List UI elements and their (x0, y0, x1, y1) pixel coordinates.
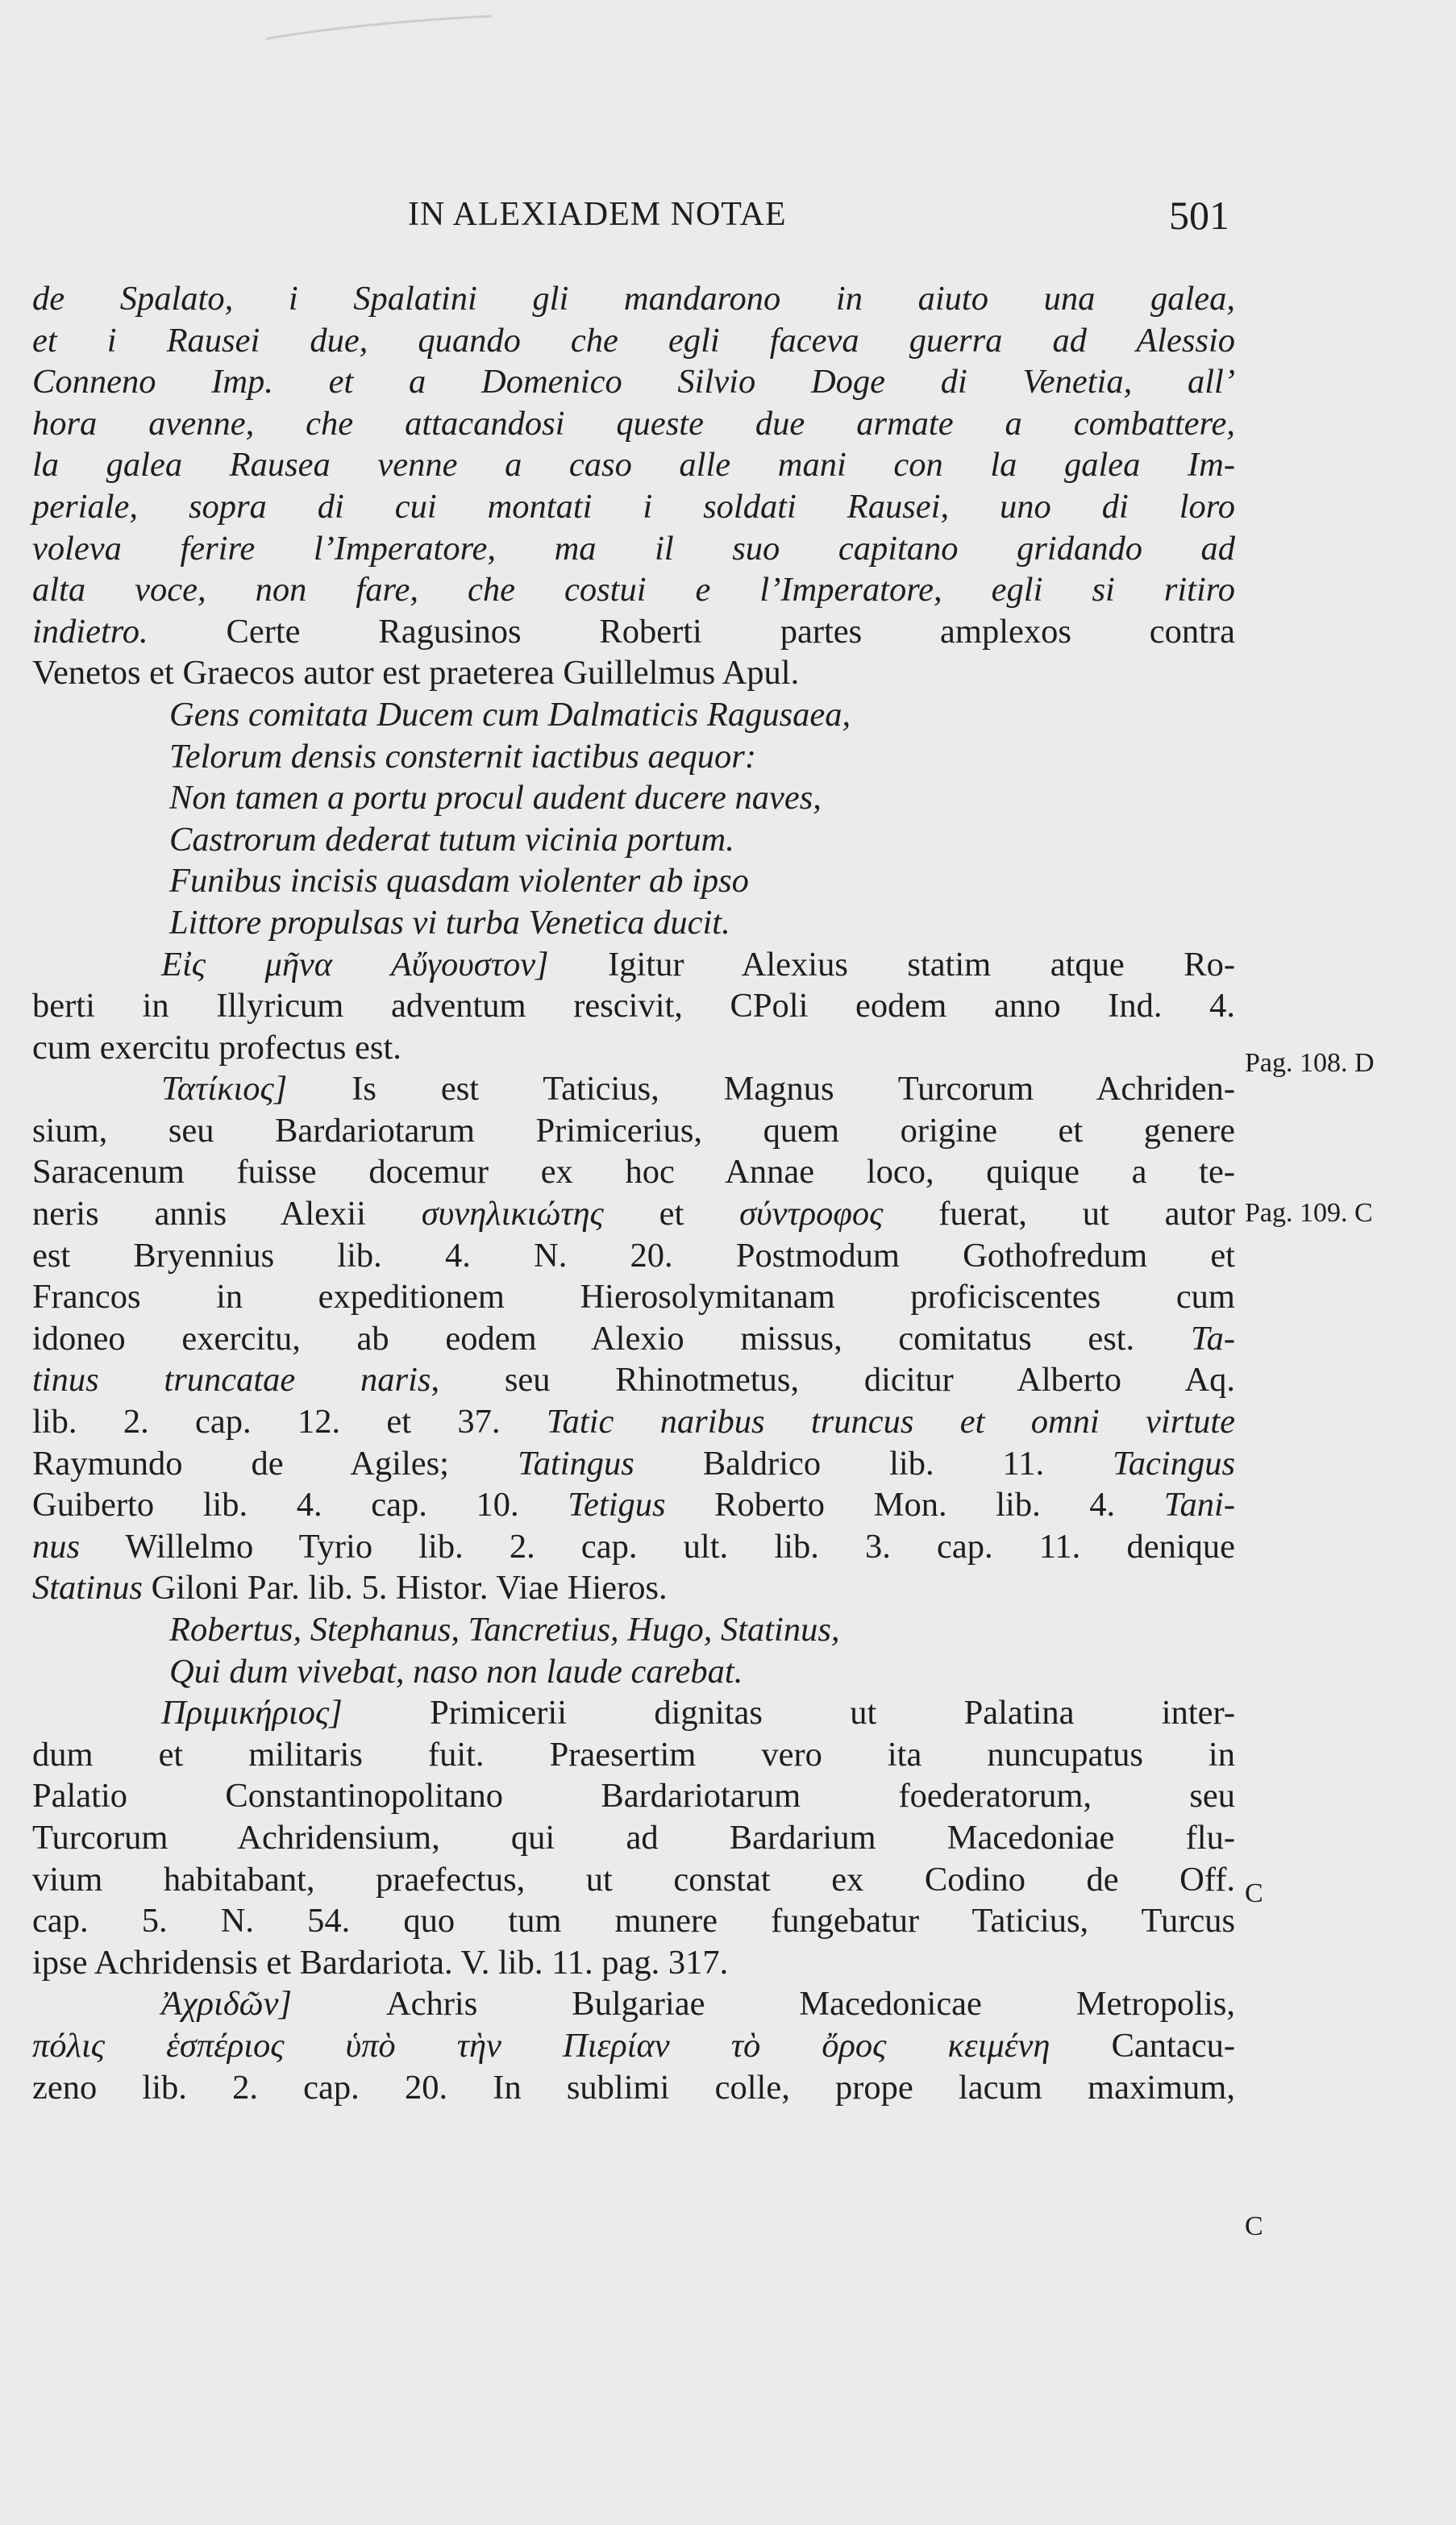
text-run: Roberto Mon. lib. 4. (665, 1486, 1164, 1525)
text-line: voleva ferire l’Imperatore, ma il suo capitano gridando ad (32, 529, 1235, 568)
text-run: idoneo exercitu, ab eodem Alexio missus, comitatus est. (32, 1319, 1191, 1358)
text-run: Giloni Par. lib. 5. Histor. Viae Hieros. (142, 1569, 668, 1608)
text-run: fuerat, ut autor (883, 1195, 1235, 1233)
text-run: , seu Rhinotmetus, dicitur Alberto Aq. (431, 1361, 1235, 1400)
text-line: la galea Rausea venne a caso alle mani con la galea Im- (32, 446, 1235, 485)
text-line: periale, sopra di cui montati i soldati Rausei, uno di loro (32, 487, 1235, 526)
text-line (32, 611, 1235, 653)
running-head (0, 192, 1456, 240)
verse-line: Castrorum dederat tutum vicinia portum. (169, 820, 734, 859)
italic-run: Tatic naribus truncus et omni virtute (546, 1403, 1235, 1441)
text-line: alta voce, non fare, che costui e l’Imperatore, egli si ritiro (32, 571, 1235, 609)
italic-run: indietro. (32, 612, 148, 651)
lemma: Τατίκιος] (161, 1070, 288, 1109)
greek-run: σύντροφος (739, 1195, 884, 1233)
text-run: Achris Bulgariae Macedonicae Metropolis, (292, 1985, 1235, 2024)
text-run: Certe Ragusinos Roberti partes amplexos contra (148, 612, 1235, 651)
text-line: de Spalato, i Spalatini gli mandarono in aiuto una galea, (32, 280, 1235, 318)
text-line: hora avenne, che attacandosi queste due armate a combattere, (32, 404, 1235, 443)
text-run: et (603, 1195, 740, 1233)
text-run: Baldrico lib. 11. (634, 1444, 1113, 1483)
margin-note: C (1245, 1878, 1263, 1908)
lemma: Εἰς μῆνα Αὔγουστον] (161, 945, 549, 984)
text-line: dum et militaris fuit. Praesertim vero ita nuncupatus in (32, 1735, 1235, 1774)
text-line (32, 1359, 1235, 1401)
text-line (32, 1484, 1235, 1526)
text-line: cap. 5. N. 54. quo tum munere fungebatur Taticius, Turcus (32, 1902, 1235, 1941)
verse-line: Robertus, Stephanus, Tancretius, Hugo, Statinus, (169, 1611, 840, 1649)
verse-line: Telorum densis consternit iactibus aequor: (169, 737, 756, 776)
margin-note: C (1245, 2211, 1263, 2241)
italic-run: Tetigus (568, 1486, 666, 1525)
text-line (32, 1692, 1235, 1734)
margin-note: Pag. 108. D (1245, 1048, 1375, 1078)
text-line (32, 1318, 1235, 1360)
verse-line: Funibus incisis quasdam violenter ab ipso (169, 862, 749, 901)
main-text (32, 278, 1235, 2108)
text-line: sium, seu Bardariotarum Primicerius, quem origine et genere (32, 1111, 1235, 1150)
verse-line: Non tamen a portu procul audent ducere naves, (169, 779, 822, 817)
greek-run: συνηλικιώτης (421, 1195, 604, 1233)
text-line (32, 1401, 1235, 1443)
text-line (32, 1068, 1235, 1110)
text-run: Is est Taticius, Magnus Turcorum Achriden- (287, 1070, 1235, 1109)
italic-run: nus (32, 1527, 81, 1566)
italic-run: Ta- (1190, 1319, 1235, 1358)
italic-run: Tacingus (1113, 1444, 1235, 1483)
text-run: Willelmo Tyrio lib. 2. cap. ult. lib. 3. cap. 11. denique (80, 1527, 1235, 1566)
text-line: berti in Illyricum adventum rescivit, CPoli eodem anno Ind. 4. (32, 987, 1235, 1025)
verse-line: Qui dum vivebat, naso non laude carebat. (169, 1652, 743, 1691)
text-line (32, 2025, 1235, 2067)
text-line: et i Rausei due, quando che egli faceva guerra ad Alessio (32, 321, 1235, 360)
italic-run: Statinus (32, 1569, 143, 1608)
page-number: 501 (1169, 193, 1229, 238)
scan-smudge (266, 15, 492, 47)
greek-run: πόλις ἑσπέριος ὑπὸ τὴν Πιερίαν τὸ ὄρος κειμένη (32, 2026, 1050, 2065)
text-line: ipse Achridensis et Bardariota. V. lib. 11. pag. 317. (32, 1943, 729, 1982)
text-line: cum exercitu profectus est. (32, 1028, 401, 1067)
text-line: Palatio Constantinopolitano Bardariotarum foederatorum, seu (32, 1777, 1235, 1816)
text-line (32, 944, 1235, 986)
text-run: Guiberto lib. 4. cap. 10. (32, 1486, 568, 1525)
text-line: Venetos et Graecos autor est praeterea Guillelmus Apul. (32, 654, 800, 693)
text-line: Conneno Imp. et a Domenico Silvio Doge di Venetia, all’ (32, 363, 1235, 401)
text-line: Turcorum Achridensium, qui ad Bardarium Macedoniae flu- (32, 1818, 1235, 1857)
italic-run: Tatingus (517, 1444, 634, 1483)
text-line (32, 1567, 1235, 1609)
text-run: lib. 2. cap. 12. et 37. (32, 1403, 547, 1441)
margin-note: Pag. 109. C (1245, 1198, 1373, 1228)
text-run: Cantacu- (1050, 2026, 1235, 2065)
text-run: Primicerii dignitas ut Palatina inter- (342, 1694, 1235, 1733)
italic-run: tinus truncatae naris (32, 1361, 431, 1400)
text-line: Francos in expeditionem Hierosolymitanam proficiscentes cum (32, 1278, 1235, 1317)
text-line (32, 1193, 1235, 1235)
lemma: Πριμικήριος] (161, 1694, 343, 1733)
text-line: Saracenum fuisse docemur ex hoc Annae loco, quique a te- (32, 1153, 1235, 1192)
lemma: Ἀχριδῶν] (161, 1985, 293, 2024)
text-line: est Bryennius lib. 4. N. 20. Postmodum Gothofredum et (32, 1236, 1235, 1275)
running-title: IN ALEXIADEM NOTAE (408, 196, 787, 233)
text-line: zeno lib. 2. cap. 20. In sublimi colle, prope lacum maximum, (32, 2068, 1235, 2107)
text-line (32, 1443, 1235, 1485)
verse-line: Littore propulsas vi turba Venetica ducit. (169, 903, 730, 942)
text-run: Raymundo de Agiles; (32, 1444, 518, 1483)
text-run: neris annis Alexii (32, 1195, 422, 1233)
text-line (32, 1526, 1235, 1568)
verse-line: Gens comitata Ducem cum Dalmaticis Ragusaea, (169, 695, 851, 734)
text-run: Igitur Alexius statim atque Ro- (548, 945, 1235, 984)
italic-run: Tani- (1163, 1486, 1235, 1525)
text-line (32, 1983, 1235, 2025)
text-line: vium habitabant, praefectus, ut constat ex Codino de Off. (32, 1860, 1235, 1899)
